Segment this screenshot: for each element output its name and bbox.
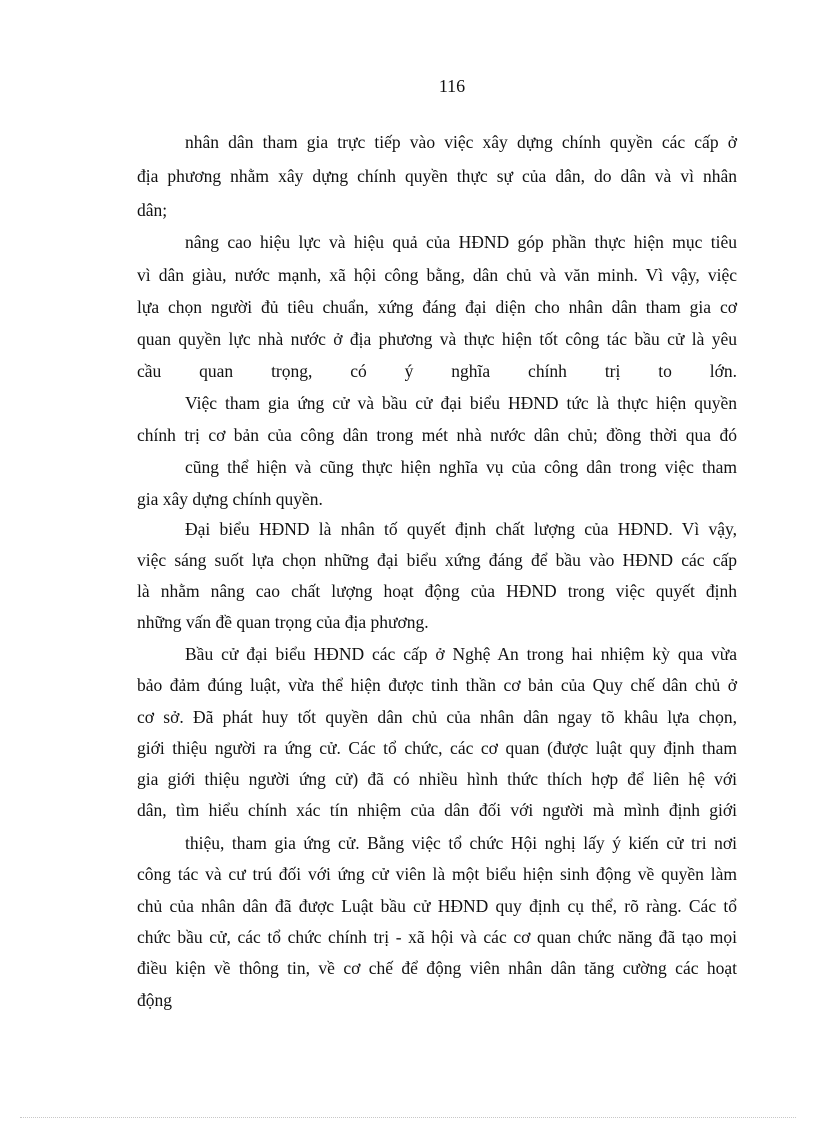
text-line: vì dân giàu, nước mạnh, xã hội công bằng, dân chủ và văn minh. Vì vậy, việc: [137, 265, 737, 285]
text-line: cũng thể hiện và cũng thực hiện nghĩa vụ của công dân trong việc tham: [185, 457, 737, 477]
text-line: quan quyền lực nhà nước ở địa phương và thực hiện tốt công tác bầu cử là yêu: [137, 329, 737, 349]
text-line: giới thiệu người ra ứng cử. Các tổ chức, các cơ quan (được luật quy định tham: [137, 738, 737, 758]
text-line: Đại biểu HĐND là nhân tố quyết định chất lượng của HĐND. Vì vậy,: [185, 519, 737, 539]
page-number: 116: [438, 76, 466, 96]
text-line: Việc tham gia ứng cử và bầu cử đại biểu HĐND tức là thực hiện quyền: [185, 393, 737, 413]
text-line: những vấn đề quan trọng của địa phương.: [137, 612, 429, 632]
text-line: công tác và cư trú đối với ứng cử viên là một biểu hiện sinh động về quyền làm: [137, 864, 737, 884]
text-line: nâng cao hiệu lực và hiệu quả của HĐND góp phần thực hiện mục tiêu: [185, 232, 737, 252]
text-line: thiệu, tham gia ứng cử. Bằng việc tổ chức Hội nghị lấy ý kiến cử tri nơi: [185, 833, 737, 853]
text-line: động: [137, 990, 172, 1010]
text-line: việc sáng suốt lựa chọn những đại biểu xứng đáng để bầu vào HĐND các cấp: [137, 550, 737, 570]
text-line: cơ sở. Đã phát huy tốt quyền dân chủ của nhân dân ngay tõ khâu lựa chọn,: [137, 707, 737, 727]
text-line: gia xây dựng chính quyền.: [137, 489, 323, 509]
text-line: gia giới thiệu người ứng cử) đã có nhiều hình thức thích hợp để liên hệ với: [137, 769, 737, 789]
text-line: điều kiện về thông tin, về cơ chế để động viên nhân dân tăng cường các hoạt: [137, 958, 737, 978]
page-bottom-divider: [20, 1117, 796, 1118]
text-line: bảo đảm đúng luật, vừa thể hiện được tinh thần cơ bản của Quy chế dân chủ ở: [137, 675, 737, 695]
text-line: Bầu cử đại biểu HĐND các cấp ở Nghệ An trong hai nhiệm kỳ qua vừa: [185, 644, 737, 664]
text-line: dân, tìm hiểu chính xác tín nhiệm của dân đối với người mà mình định giới: [137, 800, 737, 820]
text-line: lựa chọn người đủ tiêu chuẩn, xứng đáng đại diện cho nhân dân tham gia cơ: [137, 297, 737, 317]
text-line: chính trị cơ bản của công dân trong mét nhà nước dân chủ; đồng thời qua đó: [137, 425, 737, 445]
text-line: chủ của nhân dân đã được Luật bầu cử HĐND quy định cụ thể, rõ ràng. Các tổ: [137, 896, 737, 916]
text-line: chức bầu cử, các tổ chức chính trị - xã hội và các cơ quan chức năng đã tạo mọi: [137, 927, 737, 947]
text-line: địa phương nhằm xây dựng chính quyền thực sự của dân, do dân và vì nhân: [137, 166, 737, 186]
text-line: cầu quan trọng, có ý nghĩa chính trị to lớn.: [137, 361, 737, 381]
text-line: dân;: [137, 200, 168, 220]
text-line: là nhằm nâng cao chất lượng hoạt động của HĐND trong việc quyết định: [137, 581, 737, 601]
text-line: nhân dân tham gia trực tiếp vào việc xây dựng chính quyền các cấp ở: [185, 132, 737, 152]
